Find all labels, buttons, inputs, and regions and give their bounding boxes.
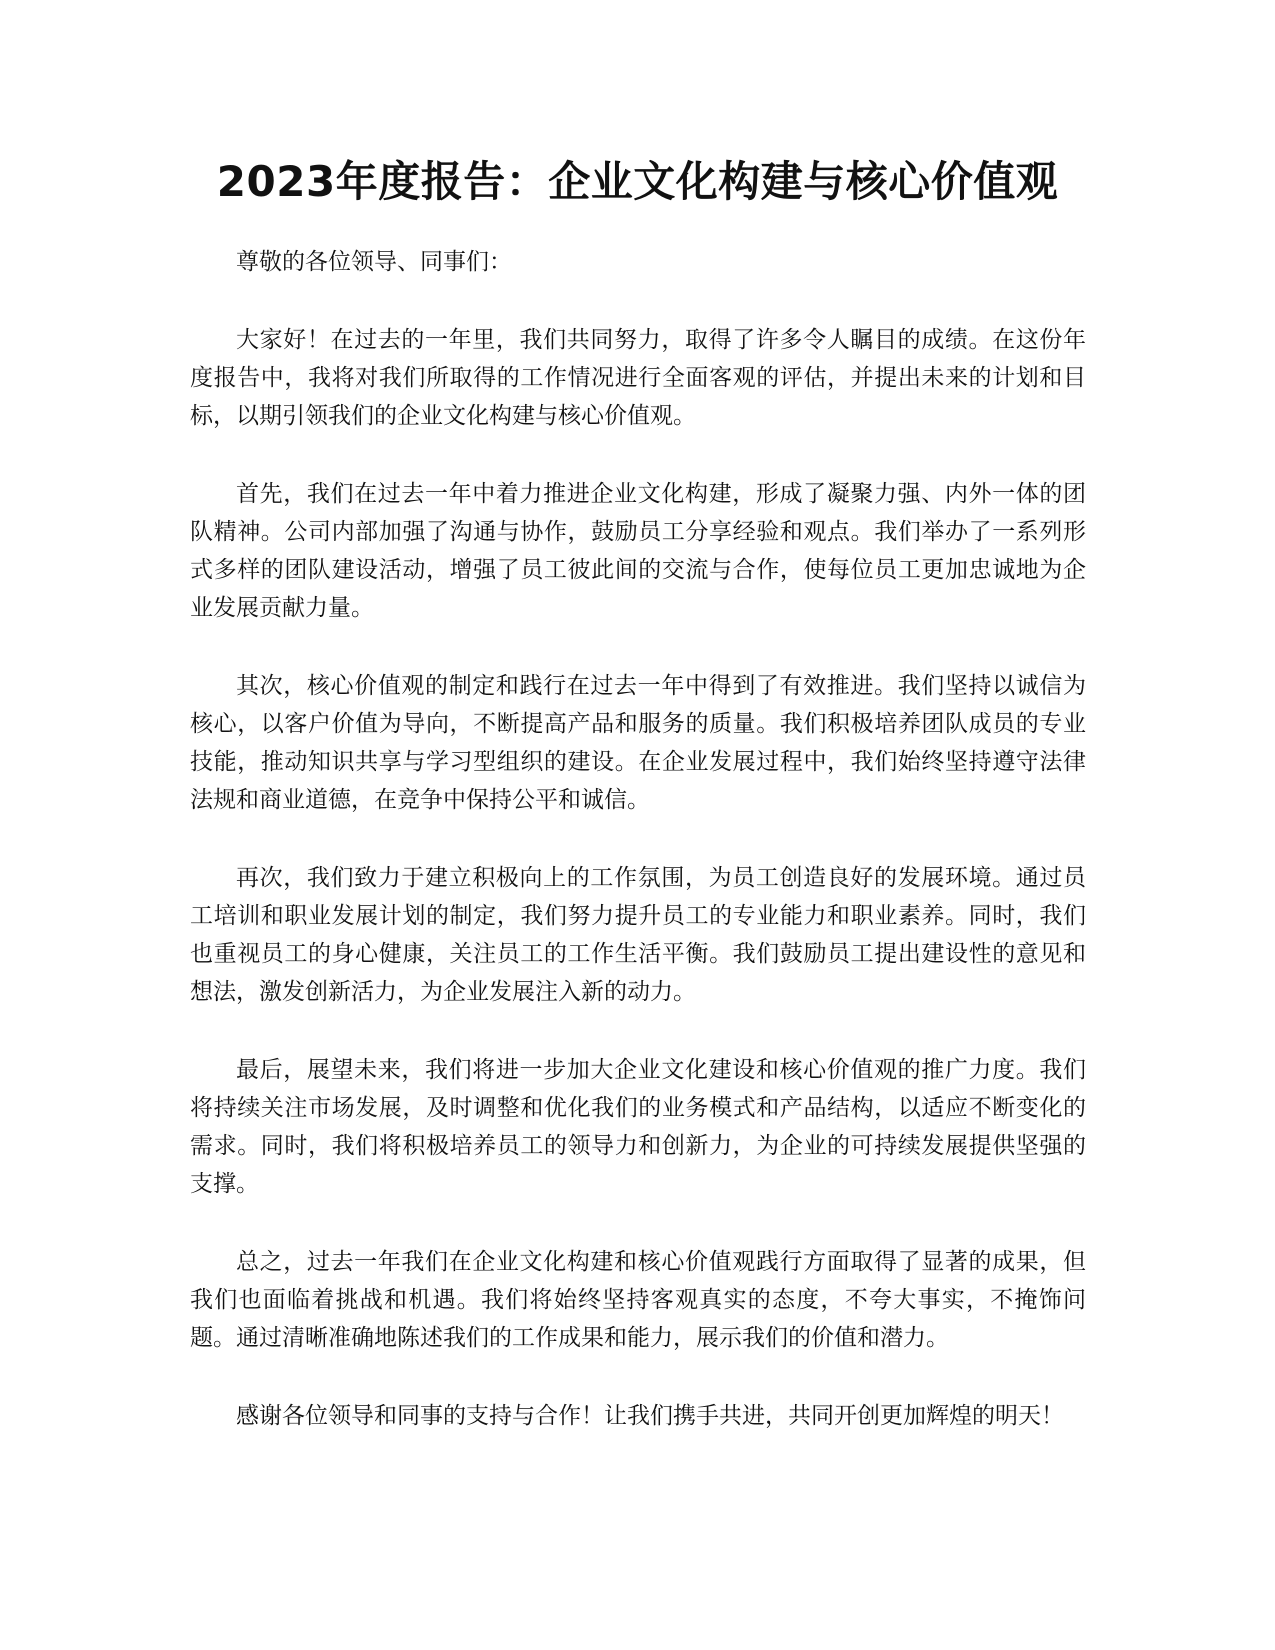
paragraph-salutation: 尊敬的各位领导、同事们： <box>236 249 512 275</box>
paragraph-summary: 总之，过去一年我们在企业文化构建和核心价值观践行方面取得了显著的成果，但我们也面临着挑战和机遇。我们将始终坚持客观真实的态度，不夸大事实，不掩饰问题。通过清晰准确地陈述我们的工作成果和能力，展示我们的价值和潜力。 <box>190 1249 1086 1351</box>
document-body <box>190 243 1086 1475</box>
paragraph-thanks: 感谢各位领导和同事的支持与合作！让我们携手共进，共同开创更加辉煌的明天！ <box>236 1403 1064 1429</box>
paragraph-outlook: 最后，展望未来，我们将进一步加大企业文化建设和核心价值观的推广力度。我们将持续关注市场发展，及时调整和优化我们的业务模式和产品结构，以适应不断变化的需求。同时，我们将积极培养员工的领导力和创新力，为企业的可持续发展提供坚强的支撑。 <box>190 1057 1086 1197</box>
paragraph-greeting: 大家好！在过去的一年里，我们共同努力，取得了许多令人瞩目的成绩。在这份年度报告中，我将对我们所取得的工作情况进行全面客观的评估，并提出未来的计划和目标，以期引领我们的企业文化构建与核心价值观。 <box>190 327 1086 429</box>
document-title: 2023年度报告：企业文化构建与核心价值观 <box>216 157 1059 206</box>
paragraph-work-environment: 再次，我们致力于建立积极向上的工作氛围，为员工创造良好的发展环境。通过员工培训和职业发展计划的制定，我们努力提升员工的专业能力和职业素养。同时，我们也重视员工的身心健康，关注员工的工作生活平衡。我们鼓励员工提出建设性的意见和想法，激发创新活力，为企业发展注入新的动力。 <box>190 865 1086 1005</box>
paragraph-culture: 首先，我们在过去一年中着力推进企业文化构建，形成了凝聚力强、内外一体的团队精神。公司内部加强了沟通与协作，鼓励员工分享经验和观点。我们举办了一系列形式多样的团队建设活动，增强了员工彼此间的交流与合作，使每位员工更加忠诚地为企业发展贡献力量。 <box>190 481 1086 621</box>
paragraph-core-values: 其次，核心价值观的制定和践行在过去一年中得到了有效推进。我们坚持以诚信为核心，以客户价值为导向，不断提高产品和服务的质量。我们积极培养团队成员的专业技能，推动知识共享与学习型组织的建设。在企业发展过程中，我们始终坚持遵守法律法规和商业道德，在竞争中保持公平和诚信。 <box>190 673 1086 813</box>
